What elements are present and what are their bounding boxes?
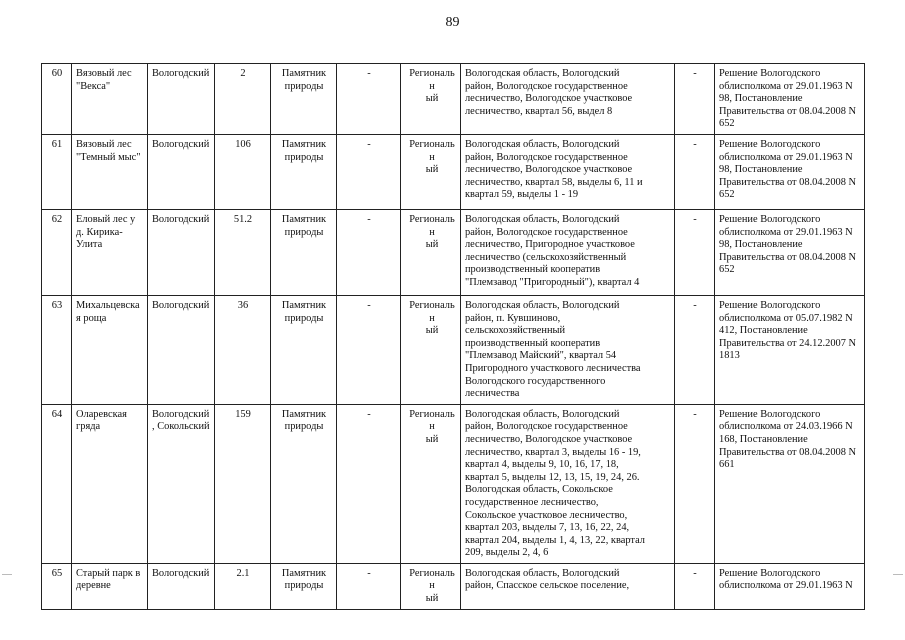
empty-cell-text: - xyxy=(367,68,371,79)
object-name-text: Старый парк в деревне xyxy=(76,567,141,592)
area-ha-text: 106 xyxy=(235,139,251,150)
cell-location xyxy=(461,210,675,296)
empty-cell-text: - xyxy=(367,214,371,225)
cell-empty-cell xyxy=(675,296,715,405)
decision-text: Решение Вологодского облисполкома от 29.01.1963 N xyxy=(719,567,853,592)
row-number-text: 64 xyxy=(51,408,63,420)
empty-cell-text: - xyxy=(693,214,697,225)
cell-location xyxy=(461,563,675,609)
cell-row-number xyxy=(42,64,72,135)
cell-object-name xyxy=(72,563,148,609)
cell-district xyxy=(148,135,215,210)
row-number-text: 65 xyxy=(51,567,63,579)
cell-object-name xyxy=(72,404,148,563)
row-number-text: 60 xyxy=(51,68,63,79)
cell-object-name xyxy=(72,64,148,135)
decision-text: Решение Вологодского облисполкома от 24.03.1966 N 168, Постановление Правительства от 08.04.2008 N 661 xyxy=(719,408,857,471)
cell-area-ha xyxy=(215,135,271,210)
cell-decision xyxy=(715,296,865,405)
empty-cell-text: - xyxy=(367,408,371,420)
cell-decision xyxy=(715,135,865,210)
empty-cell-text: - xyxy=(693,68,697,79)
cell-empty-cell xyxy=(675,563,715,609)
significance-text: Региональн ый xyxy=(409,214,455,251)
district-text: Вологодский xyxy=(152,68,210,79)
location-text: Вологодская область, Вологодский район, Вологодское государственное лесничество, Пригородное участковое лесничество (сельскохозяйственный производственный кооператив "Племзавод "Пригородный"), квартал 4 xyxy=(465,214,640,288)
area-ha-text: 36 xyxy=(237,300,249,311)
cell-decision xyxy=(715,210,865,296)
cell-empty-cell xyxy=(337,64,401,135)
cell-category xyxy=(271,210,337,296)
category-text: Памятник природы xyxy=(281,139,327,163)
table-body xyxy=(42,64,865,610)
category-text: Памятник природы xyxy=(281,214,327,238)
cell-empty-cell xyxy=(337,210,401,296)
cell-row-number xyxy=(42,296,72,405)
margin-tick-left xyxy=(2,574,12,575)
object-name-text: Вязовый лес "Темный мыс" xyxy=(76,139,141,163)
empty-cell-text: - xyxy=(693,408,697,420)
cell-significance xyxy=(401,135,461,210)
location-text: Вологодская область, Вологодский район, Вологодское государственное лесничество, Вологодское участковое лесничество, квартал 58, выделы 6, 11 и квартал 59, выделы 1 - 19 xyxy=(465,139,643,201)
empty-cell-text: - xyxy=(693,567,697,579)
district-text: Вологодский xyxy=(152,567,210,579)
district-text: Вологодский xyxy=(152,300,210,311)
table-row xyxy=(42,563,865,609)
object-name-text: Вязовый лес "Векса" xyxy=(76,68,132,92)
cell-significance xyxy=(401,296,461,405)
category-text: Памятник природы xyxy=(281,567,327,592)
area-ha-text: 2 xyxy=(240,68,246,79)
cell-empty-cell xyxy=(337,563,401,609)
row-number-text: 62 xyxy=(51,214,63,225)
table-row xyxy=(42,64,865,135)
cell-district xyxy=(148,563,215,609)
cell-category xyxy=(271,563,337,609)
cell-empty-cell xyxy=(337,296,401,405)
cell-object-name xyxy=(72,135,148,210)
location-text: Вологодская область, Вологодский район, Вологодское государственное лесничество, Вологодское участковое лесничество, квартал 3, выделы 16 - 19, квартал 4, выделы 9, 10, 16, 17, 18, квартал 5, выделы 12, 13, 15, 19, 24, 26. Вологодская область, Сокольское государственное лесничество, Сокольское участковое лесничество, квартал 203, выделы 7, 13, 16, 22, 24, квартал 204, выделы 1, 4, 13, 22, квартал 209, выделы 2, 4, 6 xyxy=(465,408,645,559)
cell-location xyxy=(461,64,675,135)
cell-row-number xyxy=(42,563,72,609)
cell-row-number xyxy=(42,210,72,296)
district-text: Вологодский , Сокольский xyxy=(152,408,210,433)
district-text: Вологодский xyxy=(152,139,210,150)
margin-tick-right xyxy=(893,574,903,575)
significance-text: Региональн ый xyxy=(409,68,455,105)
cell-district xyxy=(148,210,215,296)
cell-empty-cell xyxy=(675,210,715,296)
cell-row-number xyxy=(42,135,72,210)
table-row xyxy=(42,296,865,405)
category-text: Памятник природы xyxy=(281,408,327,433)
page-number: 89 xyxy=(445,15,460,30)
cell-area-ha xyxy=(215,404,271,563)
cell-empty-cell xyxy=(675,64,715,135)
cell-district xyxy=(148,404,215,563)
cell-significance xyxy=(401,404,461,563)
cell-decision xyxy=(715,404,865,563)
significance-text: Региональн ый xyxy=(409,139,455,176)
cell-area-ha xyxy=(215,563,271,609)
area-ha-text: 159 xyxy=(235,408,251,420)
cell-empty-cell xyxy=(337,404,401,563)
cell-area-ha xyxy=(215,64,271,135)
cell-category xyxy=(271,404,337,563)
district-text: Вологодский xyxy=(152,214,210,225)
location-text: Вологодская область, Вологодский район, Вологодское государственное лесничество, Вологодское участковое лесничество, квартал 56, выдел 8 xyxy=(465,68,633,117)
object-name-text: Еловый лес у д. Кирика- Улита xyxy=(76,214,136,251)
location-text: Вологодская область, Вологодский район, Спасское сельское поселение, xyxy=(465,567,630,592)
category-text: Памятник природы xyxy=(281,300,327,324)
cell-empty-cell xyxy=(337,135,401,210)
empty-cell-text: - xyxy=(367,300,371,311)
cell-area-ha xyxy=(215,210,271,296)
cell-location xyxy=(461,296,675,405)
decision-text: Решение Вологодского облисполкома от 29.01.1963 N 98, Постановление Правительства от 08.04.2008 N 652 xyxy=(719,68,857,130)
cell-decision xyxy=(715,64,865,135)
decision-text: Решение Вологодского облисполкома от 05.07.1982 N 412, Постановление Правительства от 24.12.2007 N 1813 xyxy=(719,300,857,362)
cell-decision xyxy=(715,563,865,609)
object-name-text: Оларевская гряда xyxy=(76,408,127,433)
cell-location xyxy=(461,135,675,210)
decision-text: Решение Вологодского облисполкома от 29.01.1963 N 98, Постановление Правительства от 08.04.2008 N 652 xyxy=(719,139,857,201)
row-number-text: 63 xyxy=(51,300,63,311)
area-ha-text: 2.1 xyxy=(236,567,250,579)
empty-cell-text: - xyxy=(693,139,697,150)
cell-object-name xyxy=(72,210,148,296)
table-row xyxy=(42,404,865,563)
row-number-text: 61 xyxy=(51,139,63,150)
cell-significance xyxy=(401,64,461,135)
location-text: Вологодская область, Вологодский район, п. Кувшиново, сельскохозяйственный производственный кооператив "Племзавод Майский", квартал 54 Пригородного участкового лесничества Вологодского государственного лесничества xyxy=(465,300,641,400)
empty-cell-text: - xyxy=(693,300,697,311)
empty-cell-text: - xyxy=(367,567,371,579)
cell-district xyxy=(148,64,215,135)
table-row xyxy=(42,210,865,296)
cell-location xyxy=(461,404,675,563)
cell-area-ha xyxy=(215,296,271,405)
category-text: Памятник природы xyxy=(281,68,327,92)
cell-object-name xyxy=(72,296,148,405)
protected-areas-table xyxy=(41,63,865,610)
cell-category xyxy=(271,135,337,210)
cell-empty-cell xyxy=(675,135,715,210)
decision-text: Решение Вологодского облисполкома от 29.01.1963 N 98, Постановление Правительства от 08.04.2008 N 652 xyxy=(719,214,857,276)
significance-text: Региональн ый xyxy=(409,567,455,605)
cell-significance xyxy=(401,210,461,296)
cell-category xyxy=(271,296,337,405)
cell-significance xyxy=(401,563,461,609)
table-row xyxy=(42,135,865,210)
empty-cell-text: - xyxy=(367,139,371,150)
cell-category xyxy=(271,64,337,135)
object-name-text: Михальцевска я роща xyxy=(76,300,140,324)
cell-empty-cell xyxy=(675,404,715,563)
significance-text: Региональн ый xyxy=(409,408,455,445)
significance-text: Региональн ый xyxy=(409,300,455,337)
area-ha-text: 51.2 xyxy=(233,214,253,225)
cell-row-number xyxy=(42,404,72,563)
cell-district xyxy=(148,296,215,405)
